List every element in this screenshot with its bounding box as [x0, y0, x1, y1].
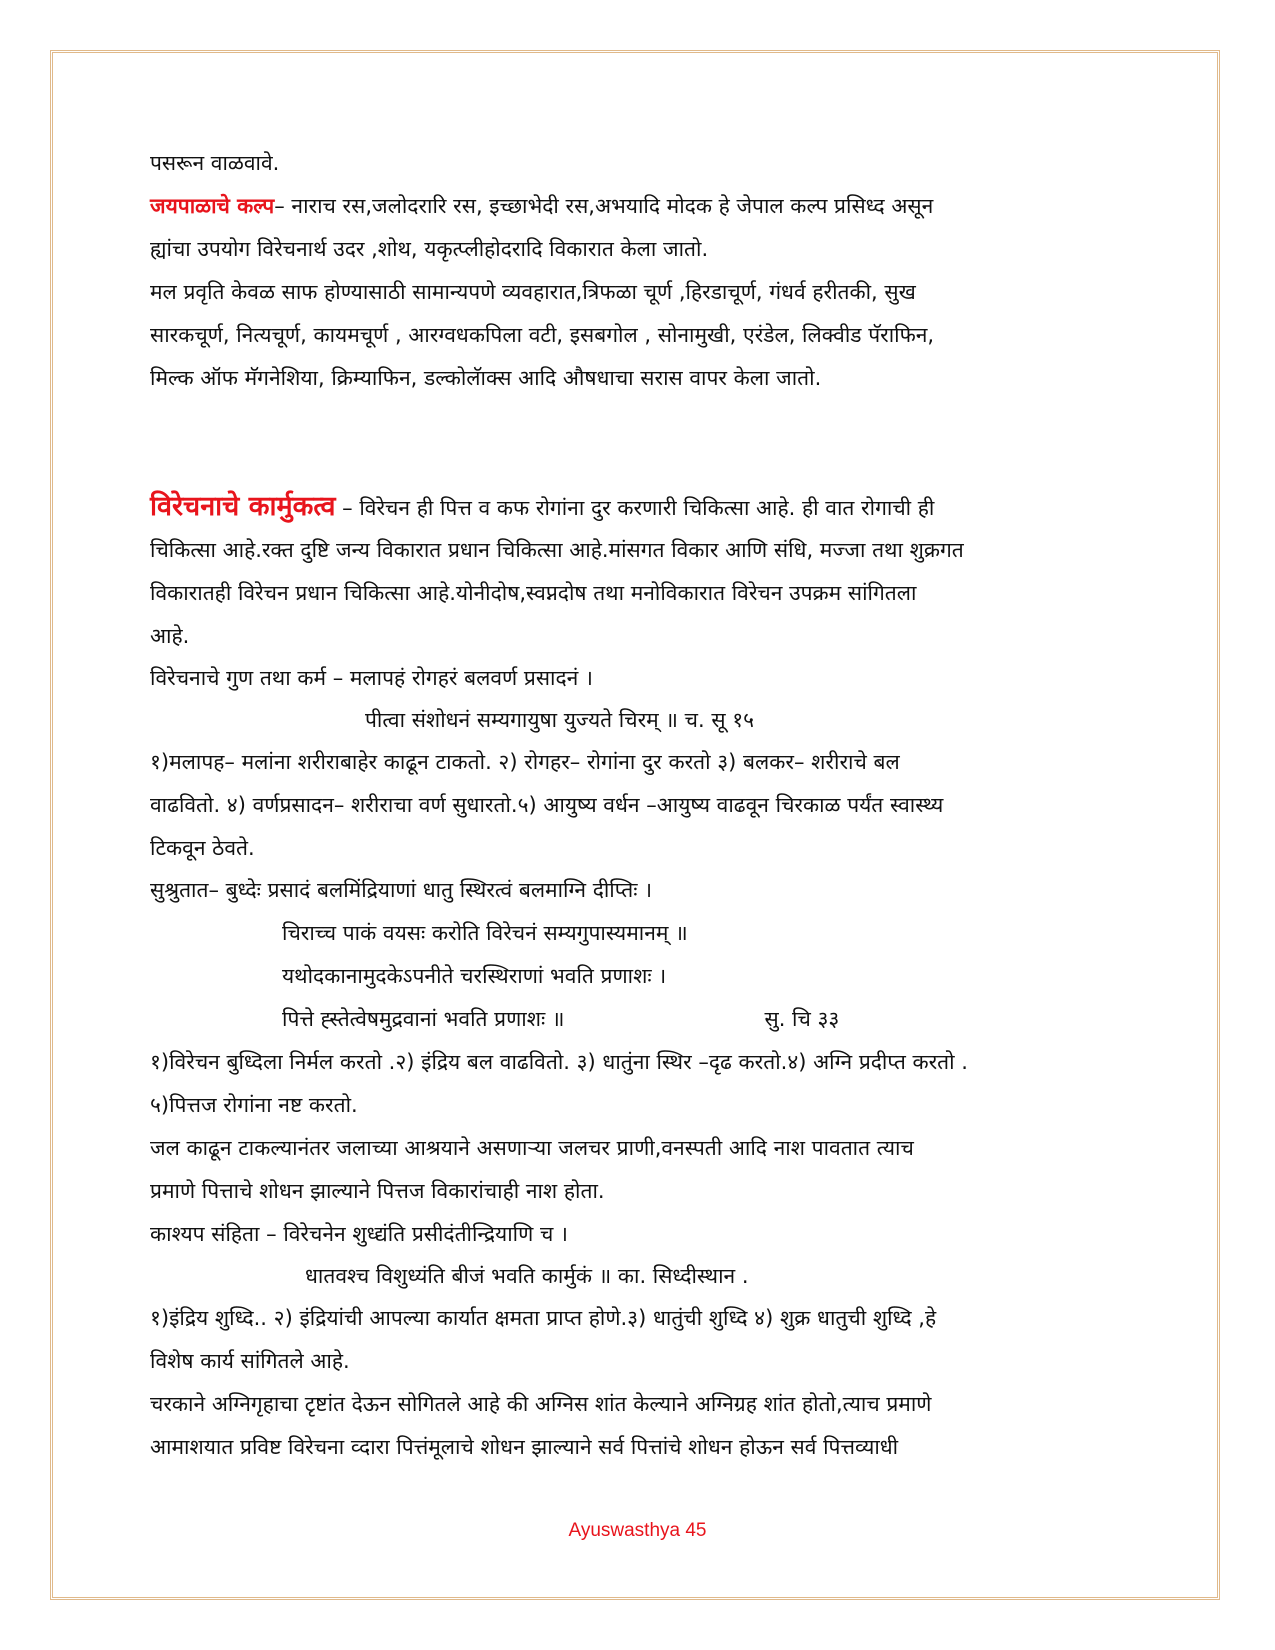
- text-line: आहे.: [150, 624, 190, 648]
- text-line: १)मलापह– मलांना शरीराबाहेर काढून टाकतो. २) रोगहर– रोगांना दुर करतो ३) बलकर– शरीराचे बल: [150, 750, 900, 774]
- page-footer: Ayuswasthya 45: [568, 1520, 707, 1541]
- text-line: प्रमाणे पित्ताचे शोधन झाल्याने पित्तज विकारांचाही नाश होता.: [150, 1179, 605, 1203]
- text-line: सारकचूर्ण, नित्यचूर्ण, कायमचूर्ण , आरग्वधकपिला वटी, इसबगोल , सोनामुखी, एरंडेल, लिक्वीड पॅराफिन,: [150, 323, 935, 347]
- text-line: चिकित्सा आहे.रक्त दुष्टि जन्य विकारात प्रधान चिकित्सा आहे.मांसगत विकार आणि संधि, मज्जा तथा शुक्रगत: [150, 538, 964, 562]
- verse-reference: सु. चि ३३: [764, 1007, 840, 1031]
- text-line: चरकाने अग्निगृहाचा टृष्टांत देऊन सोगितले आहे की अग्निस शांत केल्याने अग्निग्रह शांत होतो,त्याच प्रमाणे: [150, 1392, 932, 1416]
- verse-line: यथोदकानामुदकेऽपनीते चरस्थिराणां भवति प्रणाशः ।: [282, 964, 667, 988]
- section-heading-jaypal: जयपाळाचे कल्प: [150, 194, 275, 218]
- text-line: पसरून वाळवावे.: [150, 151, 280, 175]
- text-line: जयपाळाचे कल्प– नाराच रस,जलोदरारि रस, इच्छाभेदी रस,अभयादि मोदक हे जेपाल कल्प प्रसिध्द असून: [150, 194, 934, 218]
- text-line: १)इंद्रिय शुध्दि.. २) इंद्रियांची आपल्या कार्यात क्षमता प्राप्त होणे.३) धातुंची शुध्दि ४) शुक्र धातुची शुध्दि ,हे: [150, 1306, 937, 1330]
- text-line: विकारातही विरेचन प्रधान चिकित्सा आहे.योनीदोष,स्वप्नदोष तथा मनोविकारात विरेचन उपक्रम सांगितला: [150, 581, 917, 605]
- text-line: वाढवितो. ४) वर्णप्रसादन– शरीराचा वर्ण सुधारतो.५) आयुष्य वर्धन –आयुष्य वाढवून चिरकाळ पर्यंत स्वास्थ्य: [150, 793, 944, 817]
- text-line: मल प्रवृति केवळ साफ होण्यासाठी सामान्यपणे व्यवहारात,त्रिफळा चूर्ण ,हिरडाचूर्ण, गंधर्व हरीतकी, सुख: [150, 280, 916, 304]
- section-gap: [150, 406, 1130, 492]
- verse-line: पीत्वा संशोधनं सम्यगायुषा युज्यते चिरम् ॥ च. सू १५: [365, 708, 755, 732]
- verse-line: पित्ते ह्स्तेत्वेषमुद्रवानां भवति प्रणाशः ॥ सु. चि ३३: [150, 1004, 1130, 1047]
- text-line: काश्यप संहिता – विरेचनेन शुध्द्यंति प्रसीदंतीन्द्रियाणि च ।: [150, 1222, 568, 1246]
- text-line: आमाशयात प्रविष्ट विरेचना व्दारा पित्तंमूलाचे शोधन झाल्याने सर्व पित्तांचे शोधन होऊन सर्व पित्तव्याधी: [150, 1435, 899, 1459]
- text-line: विरेचनाचे कार्मुकत्व – विरेचन ही पित्त व कफ रोगांना दुर करणारी चिकित्सा आहे. ही वात रोगाची ही: [150, 491, 935, 522]
- text-line: विशेष कार्य सांगितले आहे.: [150, 1349, 350, 1373]
- verse-line: चिराच्च पाकं वयसः करोति विरेचनं सम्यगुपास्यमानम् ॥: [282, 921, 688, 945]
- text-line: ५)पित्तज रोगांना नष्ट करतो.: [150, 1093, 358, 1117]
- page-content: [150, 148, 1130, 1475]
- text-line: जल काढून टाकल्यानंतर जलाच्या आश्रयाने असणाऱ्या जलचर प्राणी,वनस्पती आदि नाश पावतात त्याच: [150, 1136, 914, 1160]
- verse-line: धातवश्च विशुध्यंति बीजं भवति कार्मुकं ॥ का. सिध्दीस्थान .: [305, 1264, 749, 1288]
- text-line: ह्यांचा उपयोग विरेचनार्थ उदर ,शोथ, यकृत्प्लीहोदरादि विकारात केला जातो.: [150, 237, 709, 261]
- text-line: सुश्रुतात– बुध्देः प्रसादं बलमिंद्रियाणां धातु स्थिरत्वं बलमाग्नि दीप्तिः ।: [150, 878, 653, 902]
- text-line: टिकवून ठेवते.: [150, 836, 255, 860]
- section-heading-virechan: विरेचनाचे कार्मुकत्व: [150, 491, 336, 522]
- text-line: १)विरेचन बुध्दिला निर्मल करतो .२) इंद्रिय बल वाढवितो. ३) धातुंना स्थिर –दृढ करतो.४) अग्नि प्रदीप्त करतो .: [150, 1050, 968, 1074]
- text-line: विरेचनाचे गुण तथा कर्म – मलापहं रोगहरं बलवर्ण प्रसादनं ।: [150, 666, 593, 690]
- text-line: मिल्क ऑफ मॅगनेशिया, क्रिम्याफिन, डल्कोलॅाक्स आदि औषधाचा सरास वापर केला जातो.: [150, 366, 822, 390]
